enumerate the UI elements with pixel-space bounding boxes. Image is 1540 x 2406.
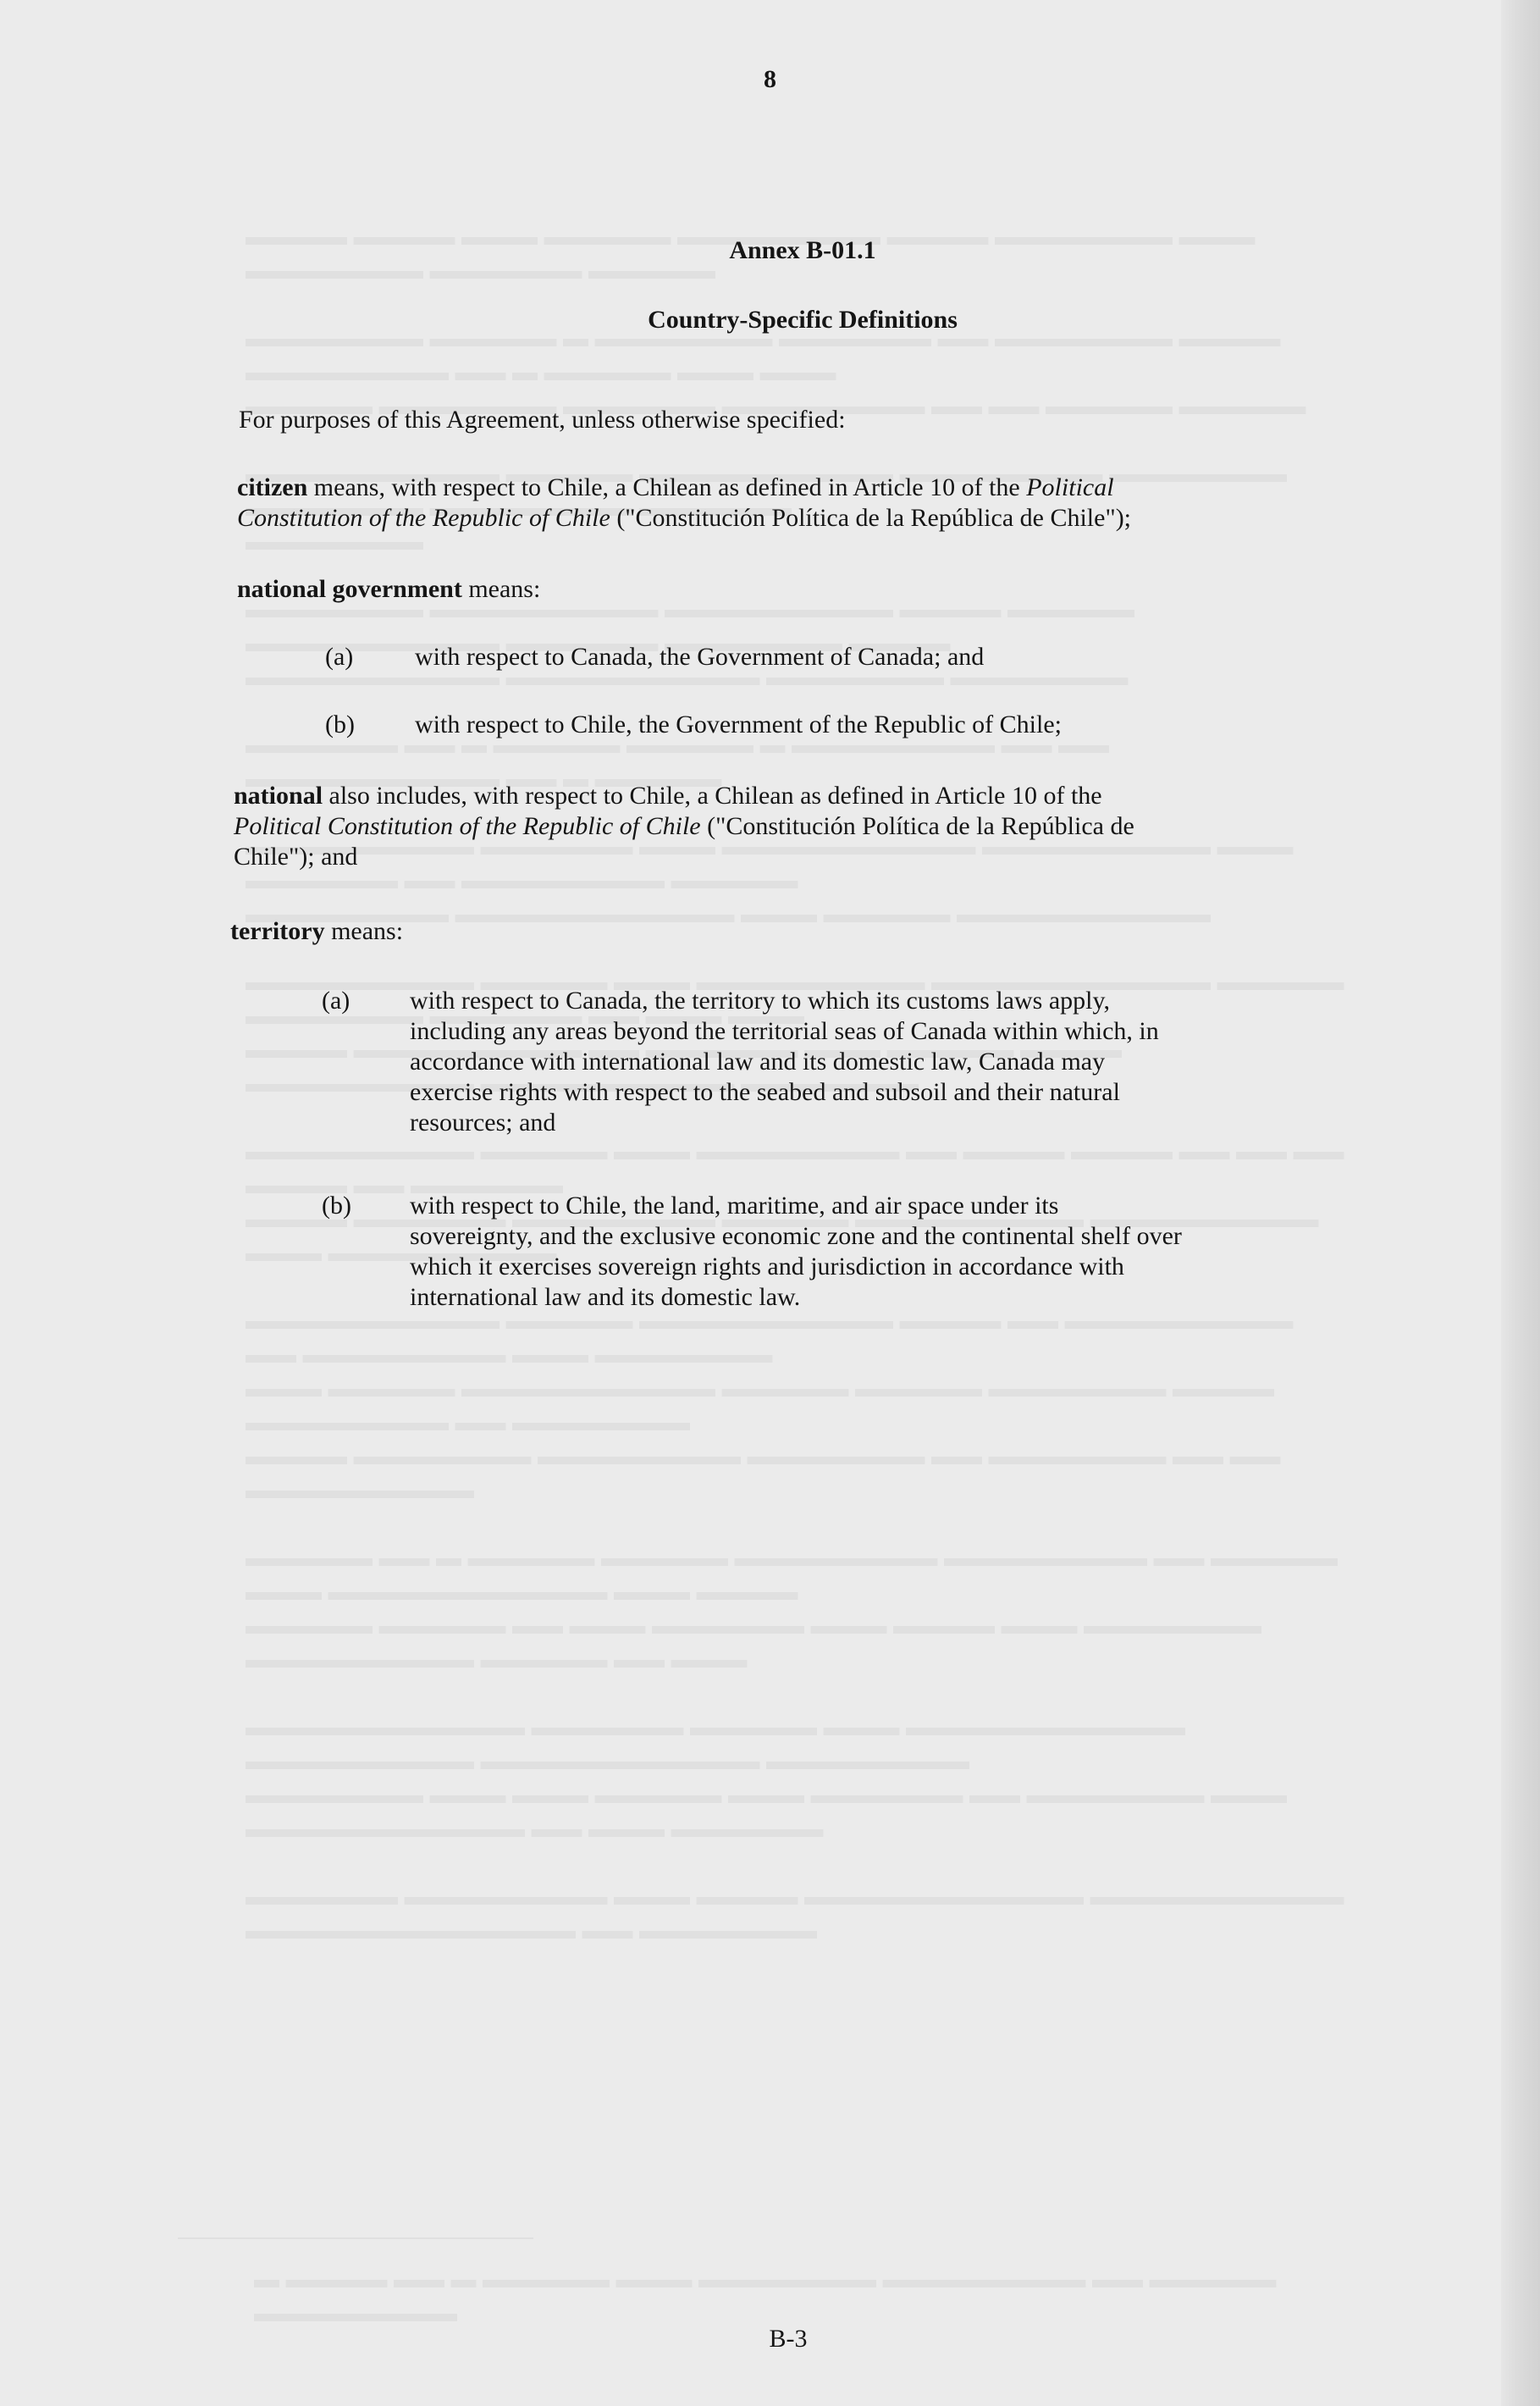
- national-text-2: ("Constitución Política de la República de: [700, 812, 1134, 840]
- territory-item-a-marker: (a): [322, 987, 351, 1015]
- intro-paragraph: For purposes of this Agreement, unless otherwise specified:: [239, 406, 846, 434]
- definition-territory: [230, 916, 403, 947]
- ng-item-b-text: with respect to Chile, the Government of the Republic of Chile;: [415, 711, 1062, 738]
- ng-item-a-text: with respect to Canada, the Government of Canada; and: [415, 643, 985, 671]
- citizen-text-1: means, with respect to Chile, a Chilean as defined in Article 10 of the: [307, 473, 1027, 501]
- term-national-government: national government: [237, 575, 462, 603]
- term-national: national: [234, 782, 323, 810]
- term-territory: territory: [230, 917, 325, 945]
- territory-item-b-line: which it exercises sovereign rights and jurisdiction in accordance with: [410, 1253, 1124, 1280]
- definition-national: [234, 781, 1102, 811]
- definition-national-cont: [234, 811, 1134, 842]
- ng-item-a-marker: (a): [325, 643, 354, 671]
- territory-item-a-line: exercise rights with respect to the seabed and subsoil and their natural: [410, 1078, 1120, 1106]
- ng-item-b-marker: (b): [325, 711, 355, 738]
- page-number-bottom: B-3: [769, 2325, 808, 2353]
- territory-item-b-line: with respect to Chile, the land, maritime, and air space under its: [410, 1192, 1059, 1220]
- definition-national-end: Chile"); and: [234, 843, 358, 871]
- territory-item-b-line: international law and its domestic law.: [410, 1283, 801, 1311]
- territory-item-b-line: sovereignty, and the exclusive economic zone and the continental shelf over: [410, 1222, 1182, 1250]
- territory-item-a-line: resources; and: [410, 1109, 556, 1137]
- territory-text: means:: [324, 917, 404, 945]
- territory-item-a-line: including any areas beyond the territorial seas of Canada within which, in: [410, 1017, 1159, 1045]
- national-italic: Political Constitution of the Republic of Chile: [234, 812, 701, 840]
- national-government-text: means:: [461, 575, 541, 603]
- annex-title: Annex B-01.1: [729, 236, 876, 264]
- citizen-italic-2: Constitution of the Republic of Chile: [237, 504, 610, 532]
- page-edge-shadow: [1501, 0, 1540, 2406]
- territory-item-a-line: accordance with international law and its domestic law, Canada may: [410, 1048, 1106, 1076]
- annex-subtitle: Country-Specific Definitions: [648, 306, 958, 334]
- national-text-1: also includes, with respect to Chile, a Chilean as defined in Article 10 of the: [323, 782, 1102, 810]
- definition-citizen-cont: [237, 503, 1131, 534]
- citizen-italic-1: Political: [1026, 473, 1114, 501]
- bleed-through-footnote-rule: [178, 2237, 533, 2239]
- citizen-text-2: ("Constitución Política de la República de Chile");: [610, 504, 1132, 532]
- territory-item-b-marker: (b): [322, 1192, 351, 1220]
- page-number-top: 8: [764, 65, 776, 93]
- territory-item-a-line: with respect to Canada, the territory to which its customs laws apply,: [410, 987, 1111, 1015]
- term-citizen: citizen: [237, 473, 308, 501]
- definition-citizen: [237, 473, 1114, 503]
- definition-national-government: [237, 574, 540, 605]
